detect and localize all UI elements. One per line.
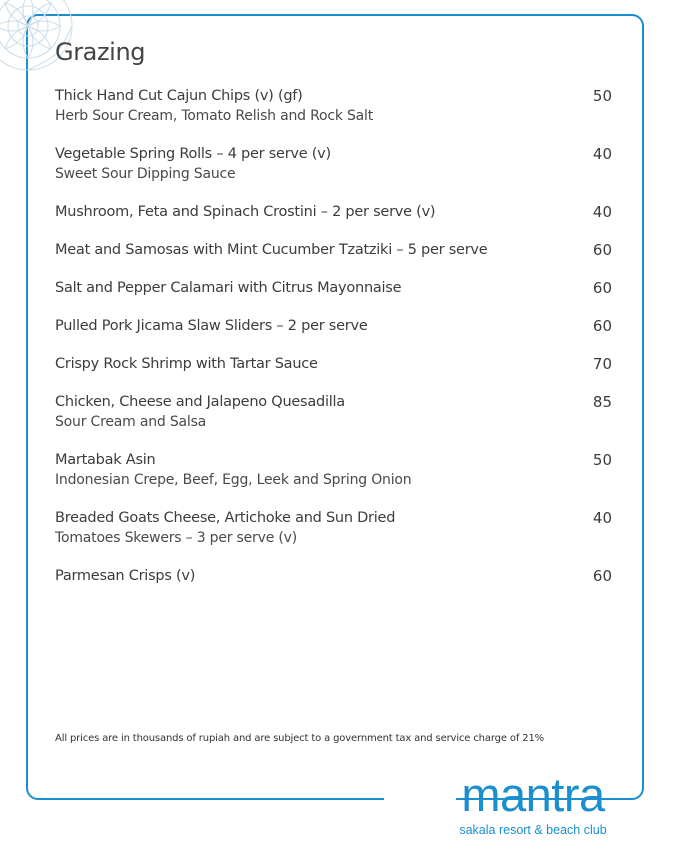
menu-item bbox=[55, 508, 612, 548]
item-price: 40 bbox=[592, 203, 612, 221]
menu-item bbox=[55, 144, 612, 184]
section-title: Grazing bbox=[55, 38, 146, 66]
item-price: 40 bbox=[592, 509, 612, 527]
item-price: 60 bbox=[592, 279, 612, 297]
item-name: Breaded Goats Cheese, Artichoke and Sun Dried bbox=[55, 510, 396, 526]
item-price: 60 bbox=[592, 317, 612, 335]
item-price: 60 bbox=[592, 241, 612, 259]
item-name: Thick Hand Cut Cajun Chips (v) (gf) bbox=[55, 88, 303, 104]
item-price: 40 bbox=[592, 145, 612, 163]
menu-item bbox=[55, 316, 612, 336]
item-name: Parmesan Crisps (v) bbox=[55, 568, 196, 584]
item-description: Sour Cream and Salsa bbox=[55, 414, 207, 430]
item-name: Vegetable Spring Rolls – 4 per serve (v) bbox=[55, 146, 331, 162]
item-description: Tomatoes Skewers – 3 per serve (v) bbox=[55, 530, 297, 546]
item-price: 70 bbox=[592, 355, 612, 373]
item-description: Indonesian Crepe, Beef, Egg, Leek and Spring Onion bbox=[55, 472, 412, 488]
menu-item bbox=[55, 202, 612, 222]
item-description: Sweet Sour Dipping Sauce bbox=[55, 166, 236, 182]
menu-item bbox=[55, 354, 612, 374]
price-footnote: All prices are in thousands of rupiah and are subject to a government tax and service charge of 21% bbox=[55, 733, 545, 744]
brand-logo bbox=[448, 770, 618, 838]
item-price: 85 bbox=[592, 393, 612, 411]
menu-item bbox=[55, 450, 612, 490]
item-name: Chicken, Cheese and Jalapeno Quesadilla bbox=[55, 394, 345, 410]
menu-list bbox=[55, 86, 612, 604]
brand-tagline: sakala resort & beach club bbox=[459, 823, 607, 837]
menu-item bbox=[55, 392, 612, 432]
item-name: Pulled Pork Jicama Slaw Sliders – 2 per serve bbox=[55, 318, 368, 334]
menu-item bbox=[55, 86, 612, 126]
item-name: Martabak Asin bbox=[55, 452, 156, 468]
menu-item bbox=[55, 278, 612, 298]
item-name: Mushroom, Feta and Spinach Crostini – 2 per serve (v) bbox=[55, 204, 436, 220]
item-name: Crispy Rock Shrimp with Tartar Sauce bbox=[55, 356, 318, 372]
frame-gap bbox=[384, 790, 456, 806]
menu-item bbox=[55, 240, 612, 260]
item-name: Meat and Samosas with Mint Cucumber Tzatziki – 5 per serve bbox=[55, 242, 488, 258]
item-name: Salt and Pepper Calamari with Citrus Mayonnaise bbox=[55, 280, 402, 296]
menu-item bbox=[55, 566, 612, 586]
item-price: 50 bbox=[592, 87, 612, 105]
item-price: 60 bbox=[592, 567, 612, 585]
item-price: 50 bbox=[592, 451, 612, 469]
brand-name: mantra bbox=[461, 768, 605, 821]
item-description: Herb Sour Cream, Tomato Relish and Rock Salt bbox=[55, 108, 374, 124]
